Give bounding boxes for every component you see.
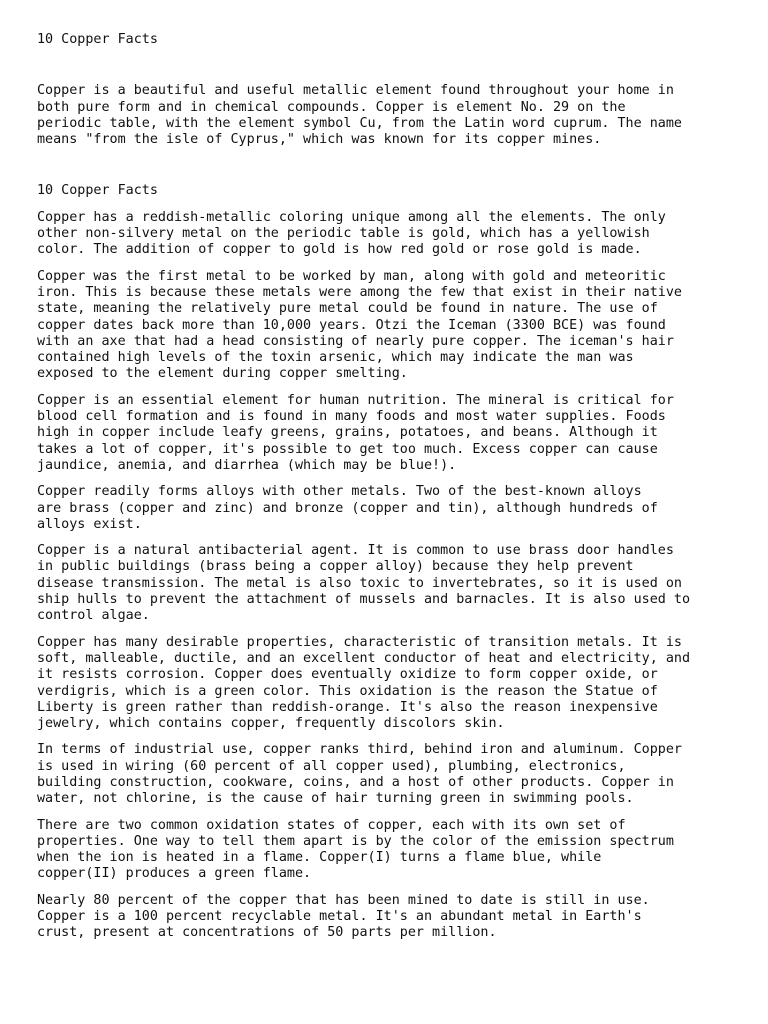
fact-line: properties. One way to tell them apart is by the color of the emission spectrum	[37, 833, 674, 849]
fact-paragraph-4	[37, 484, 744, 533]
fact-line: control algae.	[37, 608, 150, 624]
fact-line: other non-silvery metal on the periodic table is gold, which has a yellowish	[37, 226, 650, 242]
fact-line: color. The addition of copper to gold is how red gold or rose gold is made.	[37, 242, 642, 258]
fact-paragraph-7	[37, 742, 744, 807]
fact-line: ship hulls to prevent the attachment of mussels and barnacles. It is also used to	[37, 592, 691, 608]
fact-paragraph-1	[37, 210, 744, 259]
fact-line: crust, present at concentrations of 50 parts per million.	[37, 925, 497, 941]
fact-line: state, meaning the relatively pure metal could be found in nature. The use of	[37, 301, 658, 317]
fact-paragraph-8	[37, 818, 744, 883]
intro-line: Copper is a beautiful and useful metallic element found throughout your home in	[37, 83, 674, 99]
fact-line: building construction, cookware, coins, and a host of other products. Copper in	[37, 774, 674, 790]
fact-line: copper(II) produces a green flame.	[37, 866, 312, 882]
intro-line: both pure form and in chemical compounds. Copper is element No. 29 on the	[37, 99, 626, 115]
fact-line: alloys exist.	[37, 516, 142, 532]
fact-paragraph-9	[37, 893, 744, 942]
fact-line: In terms of industrial use, copper ranks third, behind iron and aluminum. Copper	[37, 742, 682, 758]
fact-line: with an axe that had a head consisting of nearly pure copper. The iceman's hair	[37, 333, 674, 349]
fact-line: are brass (copper and zinc) and bronze (copper and tin), although hundreds of	[37, 500, 658, 516]
fact-paragraph-5	[37, 543, 744, 624]
facts-list	[37, 210, 744, 942]
intro-line: means "from the isle of Cyprus," which was known for its copper mines.	[37, 132, 602, 148]
fact-line: contained high levels of the toxin arsenic, which may indicate the man was	[37, 350, 634, 366]
fact-paragraph-3	[37, 393, 744, 474]
fact-paragraph-2	[37, 269, 744, 383]
fact-line: Copper is a 100 percent recyclable metal. It's an abundant metal in Earth's	[37, 909, 642, 925]
fact-line: iron. This is because these metals were among the few that exist in their native	[37, 284, 682, 300]
fact-line: takes a lot of copper, it's possible to get too much. Excess copper can cause	[37, 441, 658, 457]
fact-line: jaundice, anemia, and diarrhea (which may be blue!).	[37, 457, 457, 473]
fact-line: soft, malleable, ductile, and an excellent conductor of heat and electricity, and	[37, 650, 691, 666]
fact-line: Liberty is green rather than reddish-orange. It's also the reason inexpensive	[37, 699, 658, 715]
document-title: 10 Copper Facts	[37, 32, 158, 47]
fact-line: exposed to the element during copper smelting.	[37, 366, 408, 382]
fact-line: disease transmission. The metal is also toxic to invertebrates, so it is used on	[37, 575, 682, 591]
section-heading: 10 Copper Facts	[37, 183, 158, 199]
fact-line: it resists corrosion. Copper does eventually oxidize to form copper oxide, or	[37, 667, 658, 683]
intro-line: periodic table, with the element symbol Cu, from the Latin word cuprum. The name	[37, 115, 682, 131]
fact-line: Copper is an essential element for human nutrition. The mineral is critical for	[37, 392, 674, 408]
fact-line: Copper has a reddish-metallic coloring unique among all the elements. The only	[37, 209, 666, 225]
fact-line: when the ion is heated in a flame. Copper(I) turns a flame blue, while	[37, 850, 602, 866]
fact-line: high in copper include leafy greens, grains, potatoes, and beans. Although it	[37, 425, 658, 441]
fact-line: in public buildings (brass being a copper alloy) because they help prevent	[37, 559, 634, 575]
fact-line: Copper readily forms alloys with other metals. Two of the best-known alloys	[37, 484, 642, 500]
fact-line: blood cell formation and is found in many foods and most water supplies. Foods	[37, 409, 666, 425]
fact-line: Nearly 80 percent of the copper that has been mined to date is still in use.	[37, 892, 650, 908]
fact-line: is used in wiring (60 percent of all copper used), plumbing, electronics,	[37, 758, 626, 774]
fact-paragraph-6	[37, 635, 744, 733]
intro-paragraph	[37, 83, 744, 148]
fact-line: There are two common oxidation states of copper, each with its own set of	[37, 817, 626, 833]
fact-line: Copper was the first metal to be worked by man, along with gold and meteoritic	[37, 268, 666, 284]
fact-line: copper dates back more than 10,000 years. Otzi the Iceman (3300 BCE) was found	[37, 317, 666, 333]
fact-line: jewelry, which contains copper, frequently discolors skin.	[37, 716, 505, 732]
fact-line: Copper has many desirable properties, characteristic of transition metals. It is	[37, 634, 682, 650]
fact-line: water, not chlorine, is the cause of hair turning green in swimming pools.	[37, 791, 634, 807]
fact-line: verdigris, which is a green color. This oxidation is the reason the Statue of	[37, 683, 658, 699]
fact-line: Copper is a natural antibacterial agent. It is common to use brass door handles	[37, 543, 674, 559]
